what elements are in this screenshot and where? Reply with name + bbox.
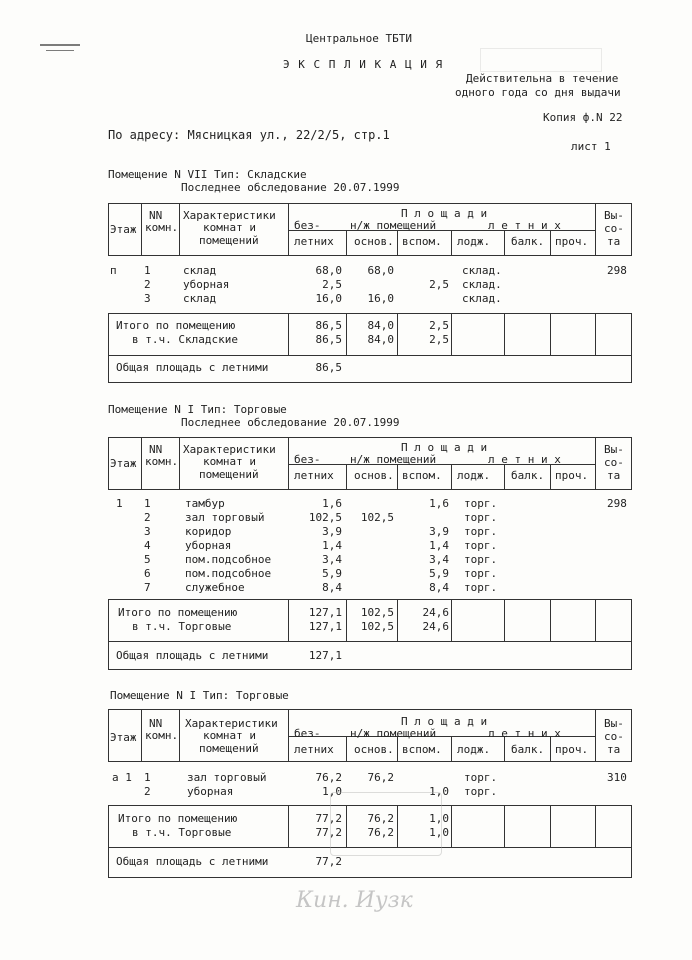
stamp-mark	[330, 792, 442, 856]
col-letnih: летних	[294, 743, 334, 756]
col-height-1: Вы-	[604, 443, 624, 456]
section-1-survey: Последнее обследование 20.07.1999	[181, 181, 400, 194]
height: 298	[607, 264, 627, 277]
signature: Кин. Иузк	[296, 888, 413, 913]
height: 298	[607, 497, 627, 510]
col-ploshchadi: П л о щ а д и	[401, 715, 488, 728]
col-osnov: основ.	[354, 235, 394, 248]
document-title: Э К С П Л И К А Ц И Я	[283, 58, 444, 71]
col-height-2: со-	[604, 730, 624, 743]
col-balk: балк.	[511, 469, 545, 482]
validity-line-1: Действительна в течение	[466, 72, 619, 85]
sheet-number: лист 1	[571, 140, 611, 153]
copy-form: Копия ф.N 22	[543, 111, 623, 124]
floor: а 1	[112, 771, 132, 784]
col-char-2: комнат и	[203, 729, 256, 742]
col-char-1: Характеристики	[183, 209, 276, 222]
totals-type-label: в т.ч. Складские	[132, 333, 238, 346]
col-height-3: та	[607, 743, 621, 756]
section-2-title: Помещение N I Тип: Торговые	[108, 403, 287, 416]
col-height-3: та	[607, 235, 621, 248]
col-komn: комн.	[145, 729, 179, 742]
col-lodzh: лодж.	[457, 743, 491, 756]
col-letnih: летних	[294, 469, 334, 482]
col-osnov: основ.	[354, 469, 394, 482]
col-osnov: основ.	[354, 743, 394, 756]
col-height-3: та	[607, 469, 621, 482]
col-etazh: Этаж	[110, 731, 137, 744]
faded-stamp	[480, 48, 602, 72]
section-1-title: Помещение N VII Тип: Складские	[108, 168, 307, 181]
col-nzh: н/ж помещений	[350, 219, 437, 232]
section-3-title: Помещение N I Тип: Торговые	[110, 689, 289, 702]
col-vspom: вспом.	[402, 469, 442, 482]
col-letnih: летних	[294, 235, 334, 248]
col-proch: проч.	[555, 743, 589, 756]
col-ploshchadi: П л о щ а д и	[401, 207, 488, 220]
col-proch: проч.	[555, 469, 589, 482]
col-letnih-group: л е т н и х	[488, 453, 561, 466]
col-lodzh: лодж.	[457, 469, 491, 482]
col-char-2: комнат и	[203, 455, 256, 468]
col-height-1: Вы-	[604, 717, 624, 730]
totals-type-label: в т.ч. Торговые	[132, 826, 232, 839]
col-height-2: со-	[604, 222, 624, 235]
col-nn: NN	[149, 209, 163, 222]
col-komn: комн.	[145, 221, 179, 234]
overall-label: Общая площадь с летними	[116, 855, 269, 868]
overall-area: 77,2	[315, 855, 342, 868]
overall-area: 127,1	[308, 649, 342, 662]
col-char-3: помещений	[199, 234, 259, 247]
floor: 1	[116, 497, 123, 510]
totals-label: Итого по помещению	[116, 319, 236, 332]
floor: п	[110, 264, 117, 277]
overall-label: Общая площадь с летними	[116, 361, 269, 374]
col-balk: балк.	[511, 235, 545, 248]
col-nn: NN	[149, 717, 163, 730]
col-letnih-group: л е т н и х	[488, 219, 561, 232]
col-height-1: Вы-	[604, 209, 624, 222]
totals-type-label: в т.ч. Торговые	[132, 620, 232, 633]
col-lodzh: лодж.	[457, 235, 491, 248]
col-letnih-group: л е т н и х	[488, 727, 561, 740]
col-komn: комн.	[145, 455, 179, 468]
overall-area: 86,5	[315, 361, 342, 374]
col-height-2: со-	[604, 456, 624, 469]
section-3-table: Этаж NN комн. Характеристики комнат и помещений П л о щ а д и без- летних н/ж помещений основ. вспом. л е т н и х лодж. балк. проч. Вы- со- та а 1 310 1 зал торговый 76,2 76,2 торг. 2 уборная 1,0 1,0 торг. Итого по помещению 77,2 76,2 1,0 в т.ч. Торговые 77,2 76,2 1,0 Общая площадь с летними 77,2	[108, 709, 632, 877]
section-2-table: Этаж NN комн. Характеристики комнат и помещений П л о щ а д и без- летних н/ж помещений основ. вспом. л е т н и х лодж. балк. проч. Вы- со- та 1 298 1 тамбур 1,6 1,6 торг. 2 зал торговый 102,5 102,5 торг. 3 коридор 3,9 3,9 торг. 4 уборная 1,4 1,4 торг. 5 пом.подсобное 3,4 3,4 торг. 6 пом.подсобное 5,9 5,9 торг. 7 служебное 8,4 8,4 торг. Итого по помещению 127,1 102,5 24,6 в т.ч. Торговые 127,1 102,5 24,6 Общая площадь с летними 127,1	[108, 437, 632, 669]
validity-line-2: одного года со дня выдачи	[455, 86, 621, 99]
scan-mark	[40, 44, 80, 46]
overall-label: Общая площадь с летними	[116, 649, 269, 662]
col-nzh: н/ж помещений	[350, 727, 437, 740]
col-proch: проч.	[555, 235, 589, 248]
address: По адресу: Мясницкая ул., 22/2/5, стр.1	[108, 128, 390, 142]
col-char-1: Характеристики	[185, 717, 278, 730]
col-bez: без-	[294, 219, 321, 232]
section-2-survey: Последнее обследование 20.07.1999	[181, 416, 400, 429]
col-bez: без-	[294, 727, 321, 740]
col-nn: NN	[149, 443, 163, 456]
section-1-table: Этаж NN комн. Характеристики комнат и помещений П л о щ а д и без- летних н/ж помещений основ. вспом. л е т н и х лодж. балк. проч. Вы- со- та п 298 1 склад 68,0 68,0 склад. 2 уборная 2,5 2,5 склад. 3 склад 16,0 16,0 склад. Итого по помещению 86,5 84,0 2,5 в т.ч. Складские 86,5 84,0 2,5 Общая площадь с летними 86,5	[108, 203, 632, 381]
col-char-1: Характеристики	[183, 443, 276, 456]
col-etazh: Этаж	[110, 223, 137, 236]
scan-mark	[46, 50, 74, 51]
col-ploshchadi: П л о щ а д и	[401, 441, 488, 454]
col-char-3: помещений	[199, 742, 259, 755]
col-bez: без-	[294, 453, 321, 466]
col-vspom: вспом.	[402, 235, 442, 248]
org-name: Центральное ТБТИ	[306, 32, 412, 45]
col-char-3: помещений	[199, 468, 259, 481]
col-char-2: комнат и	[203, 221, 256, 234]
totals-label: Итого по помещению	[118, 812, 238, 825]
height: 310	[607, 771, 627, 784]
col-etazh: Этаж	[110, 457, 137, 470]
totals-label: Итого по помещению	[118, 606, 238, 619]
col-balk: балк.	[511, 743, 545, 756]
col-vspom: вспом.	[402, 743, 442, 756]
col-nzh: н/ж помещений	[350, 453, 437, 466]
